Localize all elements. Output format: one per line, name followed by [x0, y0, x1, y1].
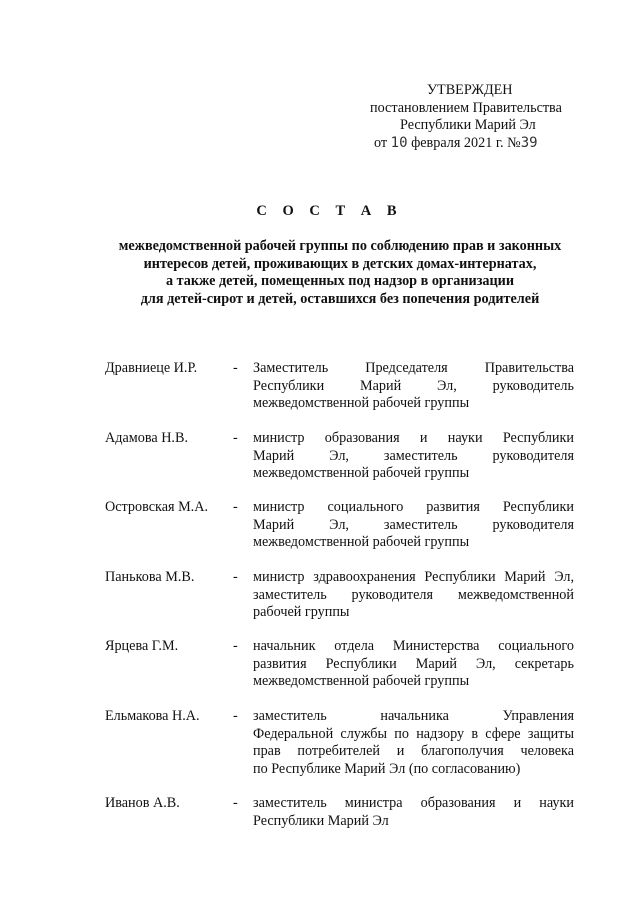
role-line: начальник отдела Министерства социального: [253, 638, 574, 654]
role-line: Марий Эл, заместитель руководителя: [253, 516, 574, 533]
member-dash: -: [233, 795, 238, 811]
member-name: Иванов А.В.: [105, 795, 180, 811]
document-title: С О С Т А В: [256, 203, 403, 219]
member-role: [253, 499, 574, 552]
role-line: межведомственной рабочей группы: [253, 534, 470, 550]
role-line: заместитель руководителя межведомственной: [253, 586, 574, 603]
date-prefix: от: [374, 134, 388, 151]
role-line: развития Республики Марий Эл, секретарь: [253, 655, 574, 672]
role-line: Республики Марий Эл: [253, 812, 389, 829]
approval-block: [360, 82, 580, 152]
role-line: министр образования и науки Республики: [253, 430, 574, 446]
subtitle-line: межведомственной рабочей группы по соблюдению прав и законных: [118, 238, 562, 254]
member-name: Ельмакова Н.А.: [105, 708, 200, 724]
member-dash: -: [233, 708, 238, 724]
role-line: заместитель министра образования и науки: [253, 795, 574, 811]
role-line: заместитель начальника Управления: [253, 708, 574, 724]
subtitle-line: интересов детей, проживающих в детских домах-интернатах,: [143, 255, 537, 272]
member-name: Панькова М.В.: [105, 569, 195, 585]
member-role: [253, 638, 574, 691]
member-name: Островская М.А.: [105, 499, 209, 515]
role-line: межведомственной рабочей группы: [253, 465, 470, 481]
role-line: по Республике Марий Эл (по согласованию): [253, 760, 521, 777]
role-line: межведомственной рабочей группы: [253, 395, 470, 411]
role-line: межведомственной рабочей группы: [253, 673, 470, 689]
role-line: Марий Эл, заместитель руководителя: [253, 447, 574, 464]
role-line: Заместитель Председателя Правительства: [253, 360, 574, 376]
role-line: министр социального развития Республики: [253, 499, 574, 515]
approval-title: УТВЕРЖДЕН: [427, 82, 513, 98]
role-line: рабочей группы: [253, 604, 350, 620]
member-role: [253, 569, 574, 622]
member-dash: -: [233, 430, 238, 446]
member-dash: -: [233, 499, 238, 515]
member-dash: -: [233, 360, 238, 376]
member-role: [253, 795, 574, 830]
member-role: [253, 360, 574, 413]
approval-line-date: [360, 135, 580, 153]
document-subtitle: [90, 238, 590, 308]
member-name: Ярцева Г.М.: [105, 638, 179, 654]
approval-line-decree: постановлением Правительства: [370, 99, 562, 116]
date-day: 10: [390, 134, 408, 151]
role-line: Федеральной службы по надзору в сфере защиты: [253, 725, 574, 742]
member-name: Адамова Н.В.: [105, 430, 188, 446]
role-line: прав потребителей и благополучия человека: [253, 743, 574, 759]
member-dash: -: [233, 638, 238, 654]
member-name: Дравниеце И.Р.: [105, 360, 198, 376]
member-role: [253, 430, 574, 483]
subtitle-line: для детей-сирот и детей, оставшихся без попечения родителей: [140, 290, 540, 307]
decree-number: 39: [520, 134, 538, 151]
date-middle: февраля 2021 г. №: [411, 134, 521, 151]
member-role: [253, 708, 574, 778]
member-dash: -: [233, 569, 238, 585]
role-line: Республики Марий Эл, руководитель: [253, 377, 574, 394]
approval-line-republic: Республики Марий Эл: [400, 117, 536, 133]
role-line: министр здравоохранения Республики Марий Эл,: [253, 569, 574, 585]
subtitle-line: а также детей, помещенных под надзор в организации: [165, 273, 515, 289]
